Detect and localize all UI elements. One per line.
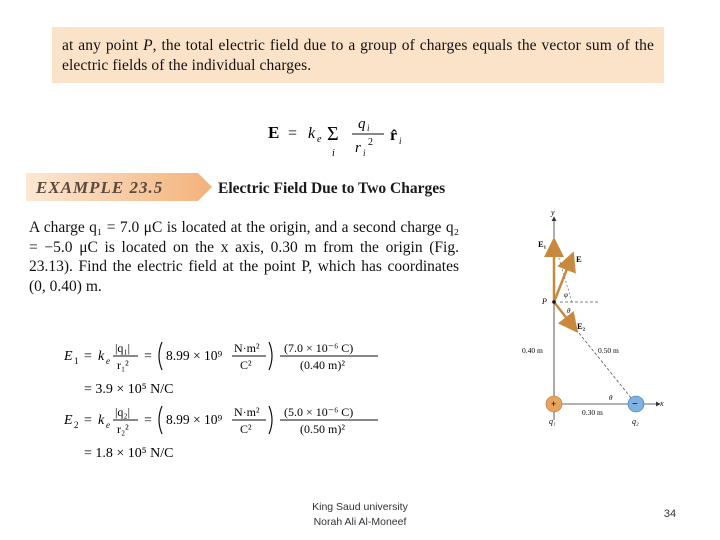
label-theta-q2: θ: [609, 394, 613, 402]
svg-text:C²: C²: [240, 358, 252, 372]
label-q1: q₁: [549, 417, 556, 426]
formula-field-symbol: E: [268, 123, 280, 142]
label-P: P: [542, 297, 547, 306]
x-axis-label: x: [660, 399, 664, 408]
formula-unit-vector: r̂: [390, 127, 398, 144]
svg-text:(0.40 m)²: (0.40 m)²: [300, 358, 345, 372]
vector-E2: [554, 302, 575, 329]
point-P: [552, 300, 556, 304]
formula-unit-vector-sub: i: [399, 136, 402, 146]
formula-denominator: r: [355, 140, 361, 156]
label-E2: E₂: [577, 321, 586, 331]
formula-equals: =: [288, 125, 298, 142]
formula-sum-index: i: [332, 148, 335, 159]
formula-k-sub: e: [317, 134, 322, 145]
svg-text:=: =: [144, 413, 152, 428]
svg-text:E: E: [64, 413, 73, 428]
svg-text:=: =: [84, 413, 92, 428]
svg-text:N·m²: N·m²: [234, 341, 260, 355]
slide-footer: [280, 500, 440, 530]
label-q2: q₂: [632, 417, 639, 426]
footer-author: Norah Ali Al-Moneef: [313, 516, 407, 528]
label-0.40m: 0.40 m: [522, 346, 543, 355]
footer-institution: King Saud university: [312, 501, 408, 513]
formula-denominator-sup: 2: [368, 137, 373, 148]
svg-text:8.99 × 10⁹: 8.99 × 10⁹: [166, 412, 223, 427]
formula-denominator-sub: i: [363, 148, 366, 158]
superposition-formula: [266, 112, 416, 162]
e2-equation: [63, 405, 378, 436]
e1-equation: [63, 341, 378, 372]
svg-text:=: =: [84, 349, 92, 364]
charge-field-figure: [520, 205, 680, 435]
y-axis-label: y: [551, 208, 555, 217]
label-E: E: [576, 254, 582, 264]
formula-sigma: Σ: [327, 123, 339, 145]
example-problem-text: A charge q₁ = 7.0 μC is located at the origin, and a second charge q₂ = −5.0 μC is located on the x axis, 0.30 m from the origin (Fig. 23.13). Find the electric field at the point P, which has coordinates (0, 0.40) m.: [29, 219, 459, 295]
svg-text:(7.0 × 10⁻⁶ C): (7.0 × 10⁻⁶ C): [284, 341, 354, 355]
svg-text:e: e: [106, 356, 110, 366]
page-number: 34: [663, 508, 677, 520]
principle-text-part1: at any point: [62, 37, 144, 54]
label-phi: φ: [564, 291, 568, 299]
label-theta-P: θ: [567, 307, 571, 315]
svg-text:8.99 × 10⁹: 8.99 × 10⁹: [166, 348, 223, 363]
example-title: Electric Field Due to Two Charges: [218, 180, 446, 197]
example-label: EXAMPLE 23.5: [36, 178, 164, 197]
label-0.30m: 0.30 m: [582, 408, 603, 417]
e2-result: = 1.8 × 10⁵ N/C: [84, 446, 174, 461]
svg-text:2: 2: [74, 420, 79, 430]
svg-text:k: k: [98, 349, 105, 364]
svg-text:r₁²: r₁²: [117, 358, 129, 372]
vector-E: [554, 256, 572, 302]
svg-text:(5.0 × 10⁻⁶ C): (5.0 × 10⁻⁶ C): [284, 405, 354, 419]
svg-text:1: 1: [74, 356, 79, 366]
charge-q2-sign: −: [632, 399, 638, 410]
field-calculations: [58, 338, 398, 468]
formula-numerator: q: [358, 116, 366, 132]
formula-numerator-sub: i: [367, 123, 370, 133]
svg-text:e: e: [106, 420, 110, 430]
example-banner: [26, 171, 486, 203]
label-E1: E₁: [538, 239, 547, 249]
svg-text:E: E: [64, 349, 73, 364]
svg-text:|q₂|: |q₂|: [115, 405, 130, 419]
formula-k: k: [308, 125, 316, 142]
svg-text:k: k: [98, 413, 105, 428]
principle-statement-box: [52, 27, 664, 83]
svg-text:=: =: [144, 349, 152, 364]
svg-text:r₂²: r₂²: [117, 422, 129, 436]
svg-text:N·m²: N·m²: [234, 405, 260, 419]
principle-text-part2: , the total electric field due to a group of charges equals the vector sum of the electric fields of the individual charges.: [62, 37, 654, 74]
e1-result: = 3.9 × 10⁵ N/C: [84, 382, 174, 397]
svg-text:C²: C²: [240, 422, 252, 436]
svg-text:(0.50 m)²: (0.50 m)²: [300, 422, 345, 436]
principle-point-var: P: [143, 37, 153, 54]
svg-text:|q₁|: |q₁|: [115, 341, 130, 355]
charge-q1-sign: +: [551, 399, 557, 409]
label-0.50m: 0.50 m: [598, 346, 619, 355]
